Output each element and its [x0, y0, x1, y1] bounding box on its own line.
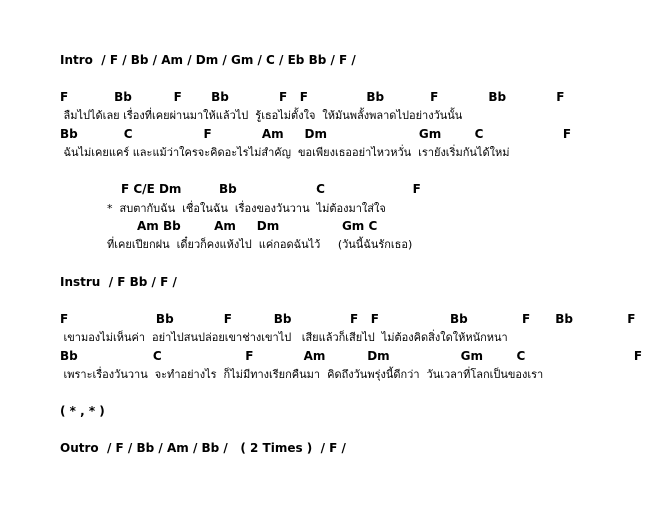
chorus-lyrics-1: * สบตากับฉัน เชื่อในฉัน เรื่องของวันวาน ไม่ต้องมาใส่ใจ — [107, 202, 386, 215]
verse2-chords-1: F Bb F Bb F F Bb F Bb F — [60, 312, 636, 326]
verse2-lyrics-1: เขามองไม่เห็นค่า อย่าไปสนปล่อยเขาช่างเขาไป เสียแล้วก็เสียไป ไม่ต้องคิดสิ่งใดให้หนักหนา — [60, 331, 508, 344]
verse2-lyrics-2: เพราะเรื่องวันวาน จะทำอย่างไร ก็ไม่มีทางเรียกคืนมา คิดถึงวันพรุ่งนี้ดีกว่า วันเวลาที่โลกเป็นของเรา — [60, 368, 544, 381]
verse1-lyrics-1: ลืมไปได้เลย เรื่องที่เคยผ่านมาให้แล้วไป รู้เธอไม่ตั้งใจ ให้มันพลั้งพลาดไปอย่างวันนั้น — [60, 109, 463, 122]
intro-line: Intro / F / Bb / Am / Dm / Gm / C / Eb Bb / F / — [60, 53, 356, 67]
instru-line: Instru / F Bb / F / — [60, 275, 177, 289]
outro-line: Outro / F / Bb / Am / Bb / ( 2 Times ) / F / — [60, 441, 346, 455]
repeat-marker: ( * , * ) — [60, 404, 105, 418]
verse1-chords-1: F Bb F Bb F F Bb F Bb F — [60, 90, 565, 104]
verse1-lyrics-2: ฉันไม่เคยแคร์ และแม้ว่าใครจะคิดอะไรไม่สำคัญ ขอเพียงเธออย่าไหวหวั่น เรายังเริ่มกันได้ใหม่ — [60, 146, 510, 159]
verse2-chords-2: Bb C F Am Dm Gm C F — [60, 349, 643, 363]
verse1-chords-2: Bb C F Am Dm Gm C F — [60, 127, 572, 141]
chorus-chords-2: Am Bb Am Dm Gm C — [137, 219, 378, 233]
chorus-lyrics-2: ที่เคยเปียกฝน เดี๋ยวก็คงแห้งไป แค่กอดฉันไว้ (วันนี้ฉันรักเธอ) — [107, 238, 413, 251]
chorus-chords-1: F C/E Dm Bb C F — [121, 182, 421, 196]
